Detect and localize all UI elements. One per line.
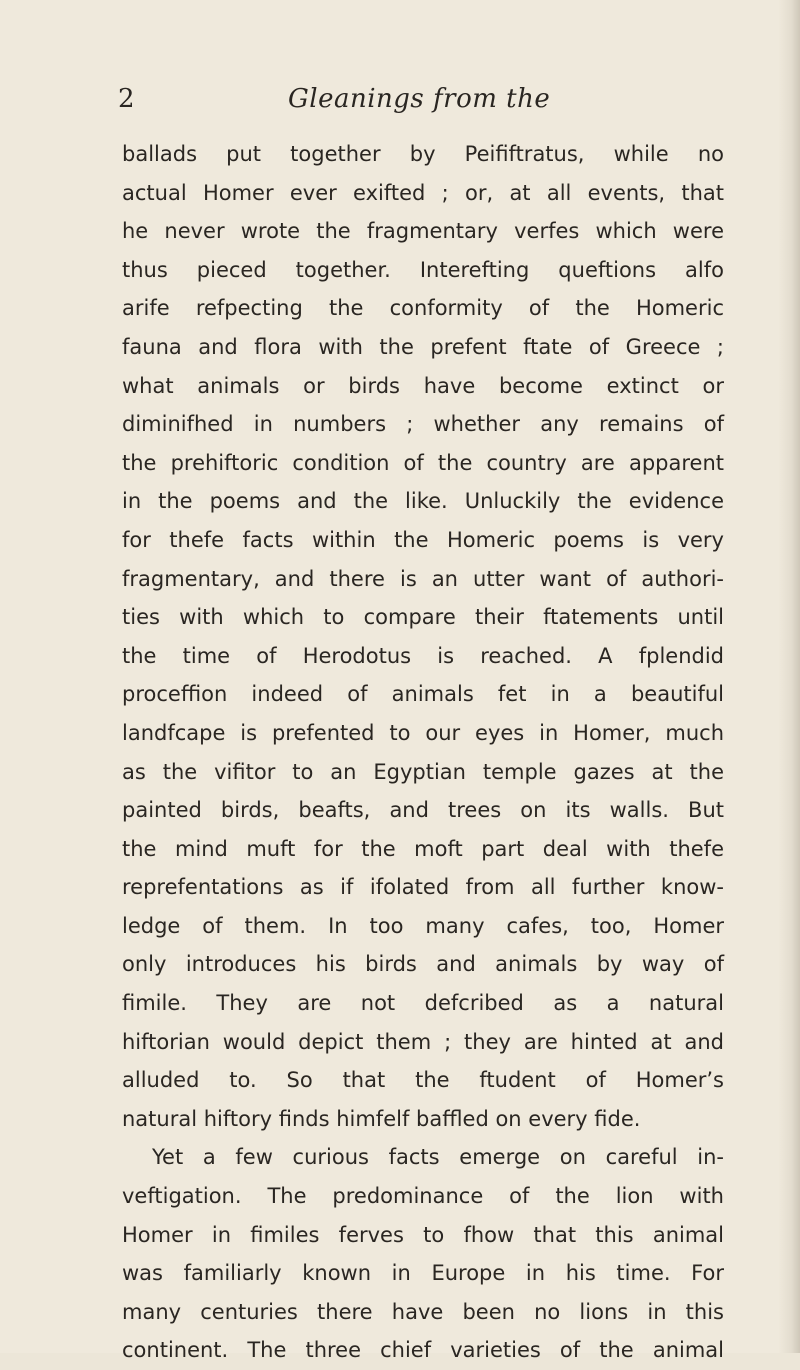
text-line: Yet a few curious facts emerge on careful in- (152, 1145, 724, 1170)
text-line: fragmentary, and there is an utter want of authori- (122, 566, 724, 591)
text-line: the prehiftoric condition of the country are apparent (122, 450, 724, 475)
text-line: Homer in fimiles ferves to fhow that this animal (122, 1222, 724, 1247)
text-line: ballads put together by Peififtratus, while no (122, 142, 724, 166)
text-line: thus pieced together. Interefting queftions alfo (122, 257, 724, 282)
page-edge-shadow (778, 0, 800, 1353)
text-line: reprefentations as if ifolated from all further know- (122, 875, 724, 900)
text-line: the time of Herodotus is reached. A fplendid (122, 643, 724, 668)
text-line: in the poems and the like. Unluckily the evidence (122, 489, 724, 514)
text-line: he never wrote the fragmentary verfes which were (122, 219, 724, 244)
text-line: was familiarly known in Europe in his time. For (122, 1261, 724, 1286)
text-line: alluded to. So that the ftudent of Homer’s (122, 1068, 724, 1093)
text-line: diminifhed in numbers ; whether any remains of (122, 412, 724, 437)
page-header (118, 84, 724, 124)
text-line: as the vifitor to an Egyptian temple gazes at the (122, 759, 724, 784)
body-text (122, 135, 724, 1370)
text-line: for thefe facts within the Homeric poems is very (122, 527, 724, 552)
text-line: proceffion indeed of animals fet in a beautiful (122, 682, 724, 707)
text-line: landfcape is prefented to our eyes in Homer, much (122, 720, 724, 745)
text-line: actual Homer ever exifted ; or, at all events, that (122, 180, 724, 205)
text-line: fimile. They are not defcribed as a natural (122, 991, 724, 1016)
text-line: continent. The three chief varieties of the animal (122, 1338, 724, 1363)
text-line: hiftorian would depict them ; they are hinted at and (122, 1029, 724, 1054)
page-number: 2 (118, 84, 135, 114)
text-line: arife refpecting the conformity of the Homeric (122, 296, 724, 321)
text-line: many centuries there have been no lions in this (122, 1299, 724, 1324)
text-line: what animals or birds have become extinct or (122, 373, 724, 398)
running-head: Gleanings from the (288, 84, 551, 114)
text-line: only introduces his birds and animals by way of (122, 952, 724, 977)
text-line: painted birds, beafts, and trees on its walls. But (122, 798, 724, 823)
text-line: fauna and flora with the prefent ftate of Greece ; (122, 334, 724, 359)
text-line: ties with which to compare their ftatements until (122, 605, 724, 630)
text-line: natural hiftory finds himfelf baffled on every fide. (122, 1106, 641, 1131)
text-line: veftigation. The predominance of the lion with (122, 1184, 724, 1209)
text-line: the mind muft for the moft part deal with thefe (122, 836, 724, 861)
text-line: ledge of them. In too many cafes, too, Homer (122, 913, 724, 938)
